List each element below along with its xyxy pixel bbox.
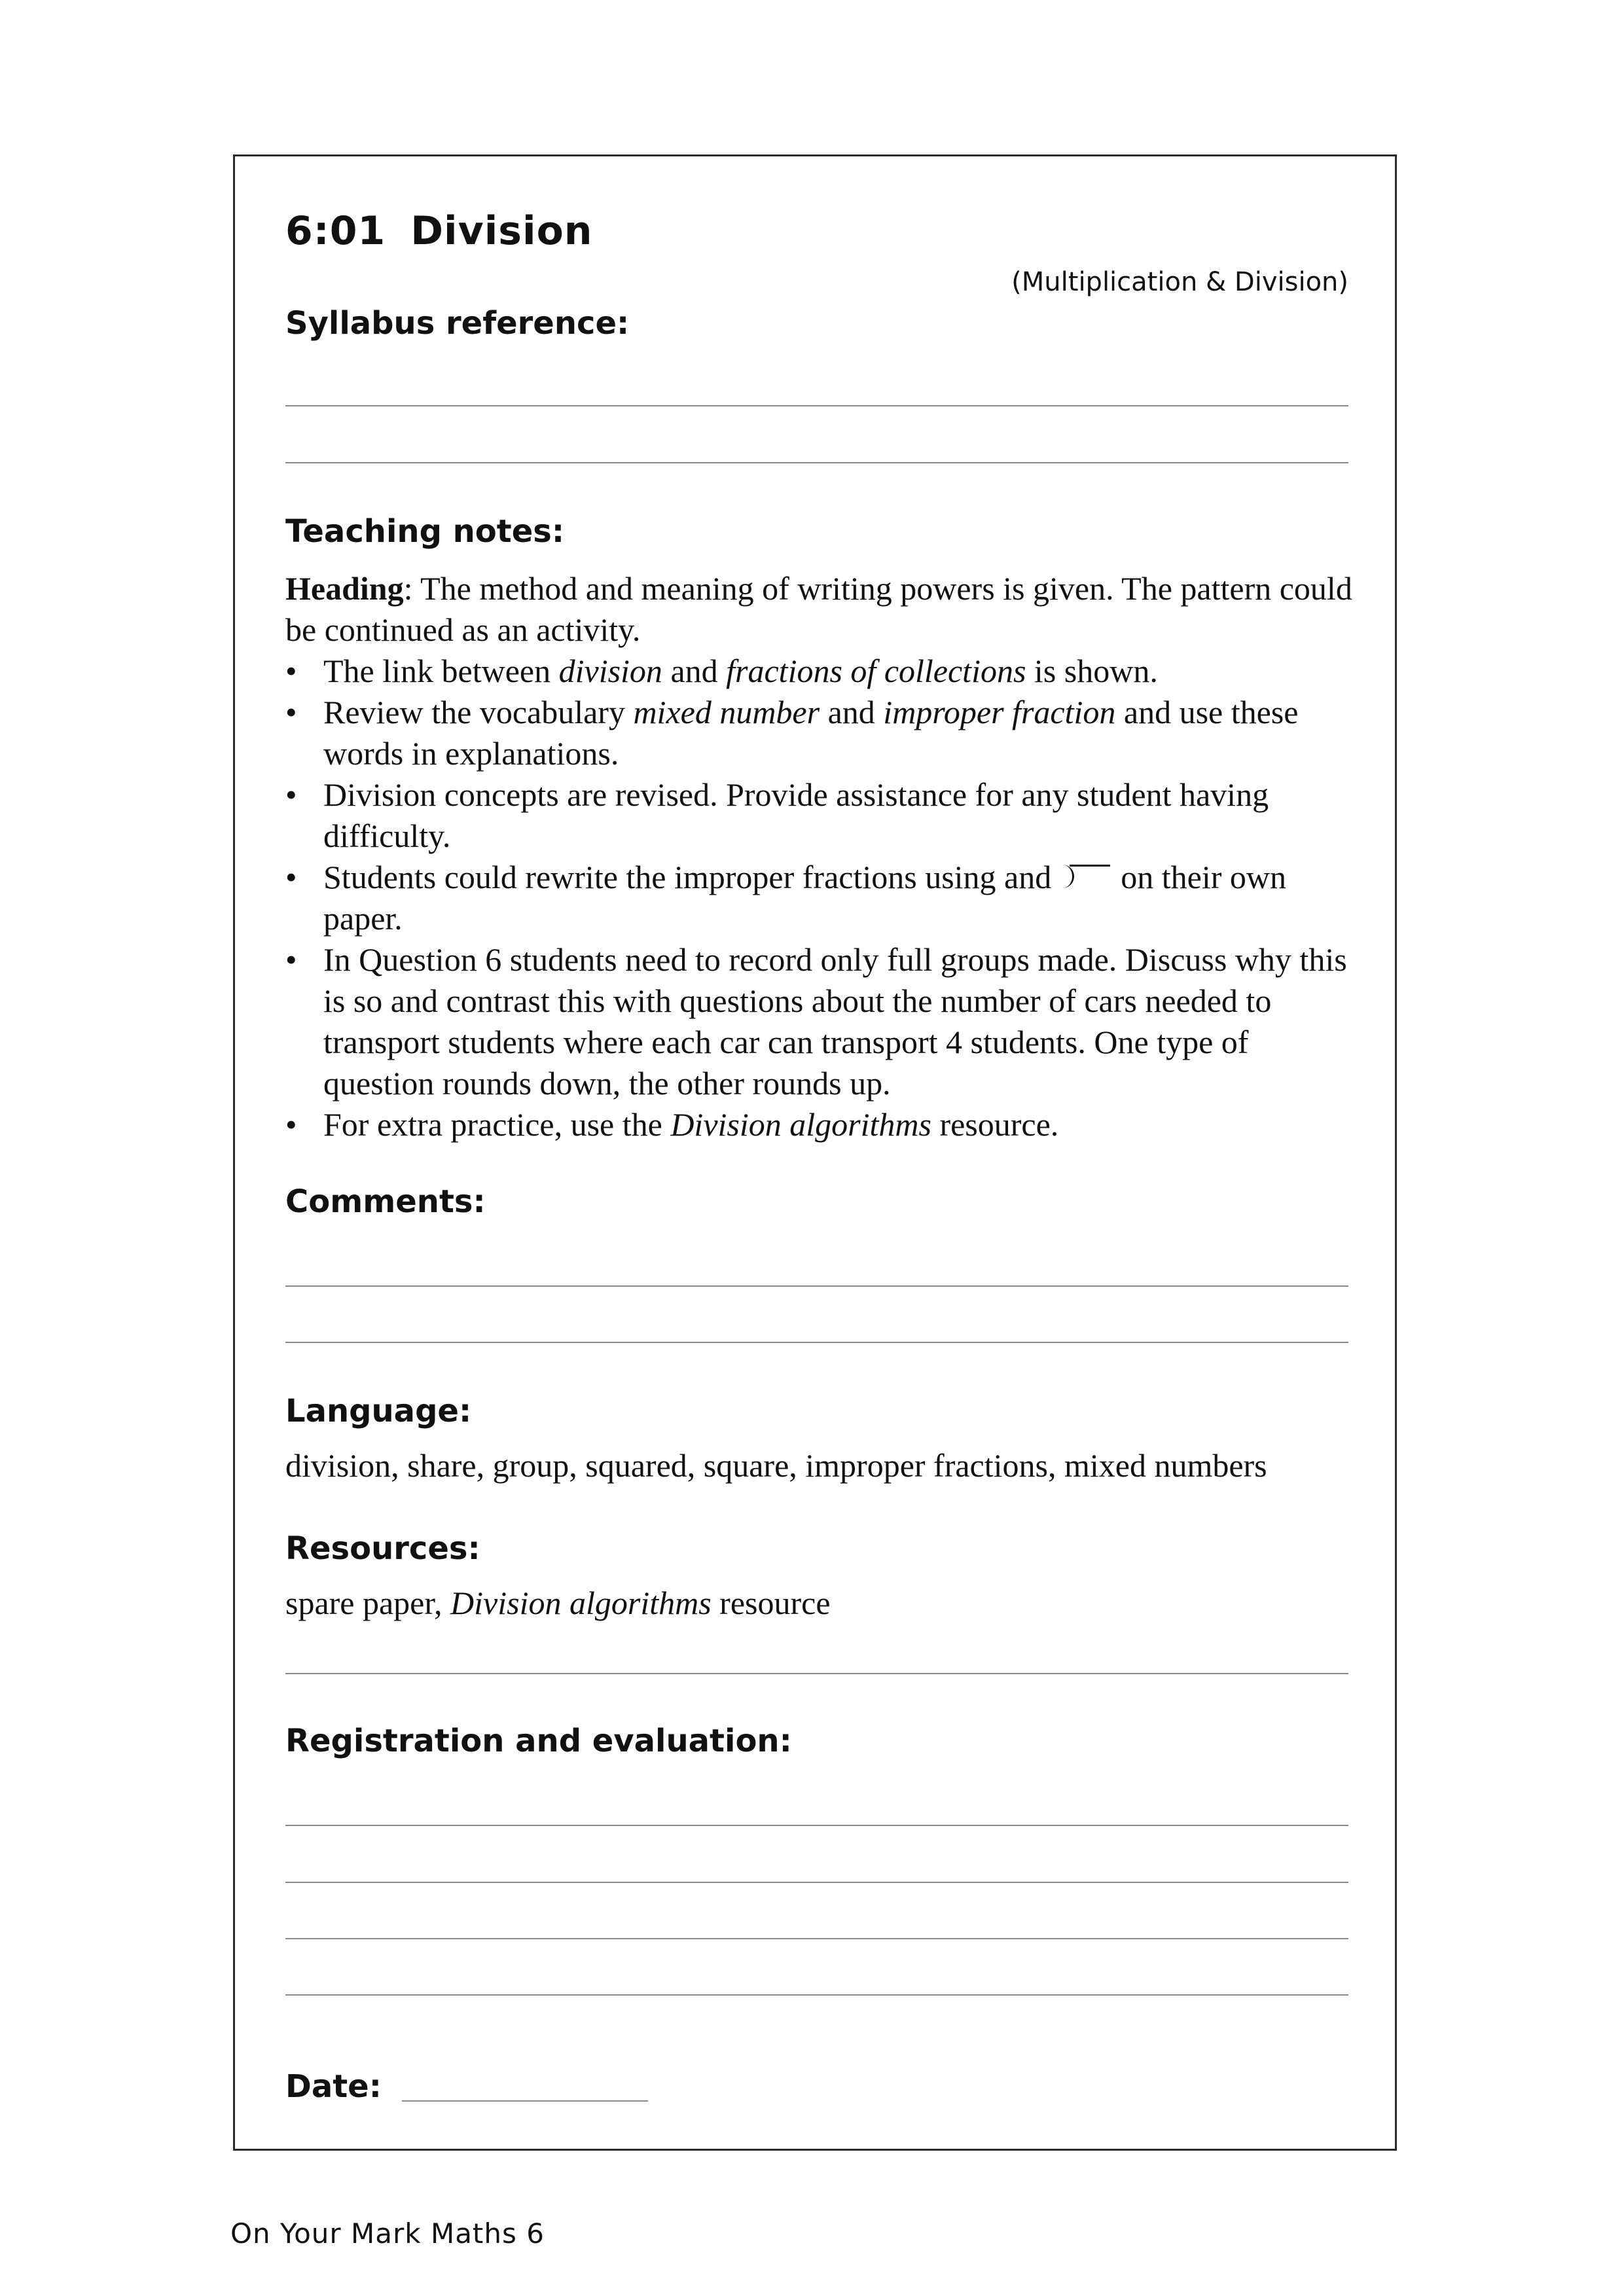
- section-title: Division: [410, 208, 593, 254]
- date-field[interactable]: [402, 2100, 648, 2102]
- list-item: [285, 939, 1359, 1104]
- bullet-text: Review the vocabulary: [323, 694, 634, 730]
- bullet-italic: fractions of collections: [726, 653, 1026, 689]
- long-division-icon: [1059, 865, 1110, 891]
- registration-heading: Registration and evaluation:: [285, 1723, 792, 1759]
- resources-line[interactable]: [285, 1673, 1348, 1674]
- intro-text: : The method and meaning of writing powers is given. The pattern could be continued as an activity.: [285, 570, 1352, 648]
- page-title: [285, 208, 593, 254]
- registration-line-4[interactable]: [285, 1994, 1348, 1996]
- resources-text: [285, 1583, 1359, 1624]
- teaching-notes-heading: Teaching notes:: [285, 513, 565, 550]
- date-label: Date:: [285, 2068, 382, 2105]
- bullet-text: on their own paper.: [323, 859, 1286, 937]
- intro-bold: Heading: [285, 570, 404, 607]
- bullet-text: Division concepts are revised. Provide assistance for any student having difficulty.: [323, 776, 1269, 854]
- bullet-italic: Division algorithms: [670, 1106, 931, 1143]
- bullet-text: Students could rewrite the improper fractions using and: [323, 859, 1052, 895]
- notes-intro: [285, 568, 1359, 651]
- language-heading: Language:: [285, 1393, 472, 1429]
- bullet-italic: division: [558, 653, 662, 689]
- worksheet-frame: [233, 154, 1397, 2151]
- bullet-text: In Question 6 students need to record only full groups made. Discuss why this is so and contrast this with questions about the number of cars needed to transport students where each car can transport 4 students. One type of question rounds down, the other rounds up.: [323, 941, 1347, 1102]
- section-number: 6:01: [285, 208, 386, 254]
- list-item: [285, 651, 1359, 692]
- comments-heading: Comments:: [285, 1183, 486, 1220]
- list-item: [285, 857, 1359, 939]
- bullet-text: resource.: [931, 1106, 1059, 1143]
- bullet-text: and: [820, 694, 884, 730]
- registration-line-1[interactable]: [285, 1825, 1348, 1826]
- notes-list: [285, 651, 1359, 1145]
- syllabus-line-1[interactable]: [285, 405, 1348, 406]
- bullet-italic: mixed number: [633, 694, 820, 730]
- syllabus-heading: Syllabus reference:: [285, 305, 630, 342]
- resources-italic: Division algorithms: [450, 1585, 712, 1621]
- registration-line-2[interactable]: [285, 1882, 1348, 1883]
- syllabus-line-2[interactable]: [285, 462, 1348, 463]
- footer-text: On Your Mark Maths 6: [230, 2217, 545, 2250]
- teaching-notes-body: [285, 568, 1359, 1145]
- bullet-text: and use these words in explanations.: [323, 694, 1299, 772]
- bullet-text: is shown.: [1026, 653, 1158, 689]
- comments-line-2[interactable]: [285, 1342, 1348, 1343]
- resources-text-a: spare paper,: [285, 1585, 451, 1621]
- list-item: [285, 692, 1359, 774]
- list-item: [285, 774, 1359, 857]
- bullet-text: The link between: [323, 653, 559, 689]
- bullet-text: For extra practice, use the: [323, 1106, 671, 1143]
- language-text: division, share, group, squared, square, improper fractions, mixed numbers: [285, 1447, 1267, 1484]
- comments-line-1[interactable]: [285, 1285, 1348, 1287]
- list-item: [285, 1104, 1359, 1145]
- bullet-italic: improper fraction: [883, 694, 1116, 730]
- strand-label: (Multiplication & Division): [1011, 267, 1348, 297]
- resources-heading: Resources:: [285, 1530, 480, 1567]
- registration-line-3[interactable]: [285, 1938, 1348, 1939]
- resources-text-c: resource: [711, 1585, 831, 1621]
- bullet-text: and: [662, 653, 727, 689]
